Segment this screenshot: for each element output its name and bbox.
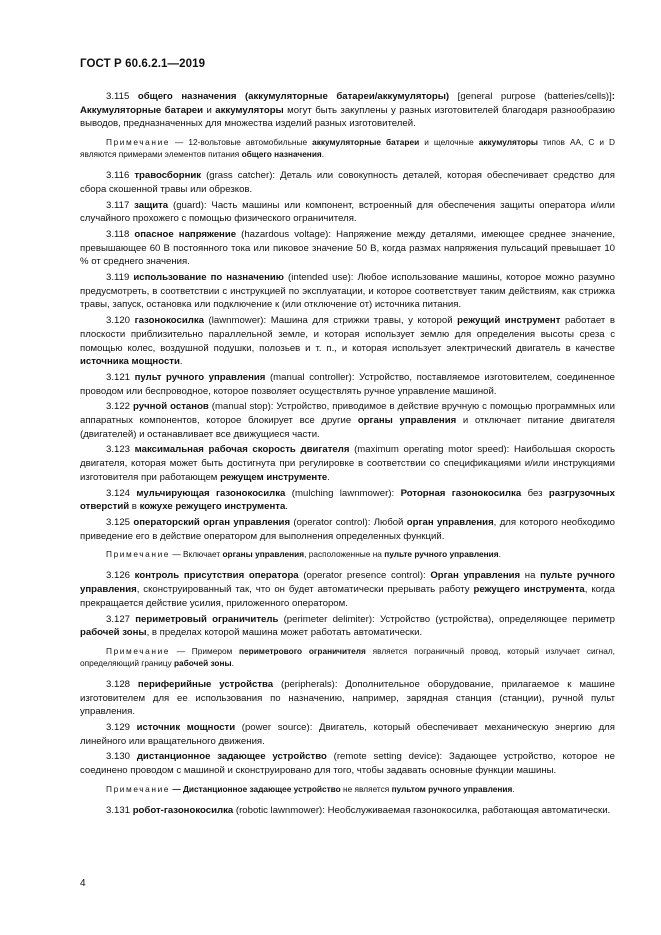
- entry-term-ref: рабочей зоны: [80, 627, 147, 639]
- note-3-125: [80, 548, 615, 560]
- entry-number: 3.121: [106, 371, 135, 383]
- entry-text: :: [391, 487, 401, 499]
- entry-number: 3.116: [106, 170, 135, 182]
- entry-term: травосборник: [134, 170, 202, 182]
- entry-text: на: [520, 570, 541, 582]
- note-label: Примечание: [106, 645, 171, 656]
- entry-term: ручной останов: [133, 401, 209, 413]
- entry-3-122: [80, 400, 615, 441]
- entry-text: , в пределах которой машина может работать автоматически.: [146, 627, 423, 639]
- entry-text: : Двигатель, который обеспечивает механическую энергию для линейного или вращательного движения.: [80, 722, 615, 747]
- entry-3-121: [80, 371, 615, 398]
- entry-number: 3.126: [106, 570, 135, 582]
- entry-english: (remote setting device): [326, 751, 440, 763]
- entry-number: 3.127: [106, 613, 136, 625]
- entry-number: 3.131: [106, 804, 133, 816]
- entry-text: : Необслуживаемая газонокосилка, работающая автоматически.: [322, 804, 611, 816]
- entry-english: (operator control): [290, 516, 368, 528]
- entry-english: (intended use): [284, 272, 351, 284]
- entry-3-119: [80, 271, 615, 312]
- entry-text: : Машина для стрижки травы, у которой: [263, 315, 458, 327]
- entry-term-ref: кожухе режущего инструмента: [139, 501, 286, 513]
- note-term-ref: рабочей зоны: [173, 657, 232, 668]
- note-text: типов АА, С и D являются примерами элементов питания: [80, 137, 615, 160]
- note-3-130: [80, 783, 615, 795]
- entry-english: (hazardous voltage): [236, 228, 329, 240]
- note-text: не является: [340, 783, 392, 794]
- entry-text: без: [521, 487, 549, 499]
- entry-text: : Деталь или совокупность деталей, которая обеспечивает средство для сбора скошенной травы или обрезков.: [80, 170, 615, 195]
- entry-english: (manual controller): [265, 371, 352, 383]
- entry-term: контроль присутствия оператора: [134, 570, 299, 582]
- entry-3-118: [80, 228, 615, 269]
- entry-text: : Задающее устройство, которое не соединено проводом с машиной и сконструировано для того, чтобы задавать основные функции машины.: [80, 751, 615, 777]
- entry-english: (lawnmower): [203, 315, 264, 327]
- note-text: .: [512, 783, 515, 794]
- note-text: .: [231, 657, 234, 668]
- entry-number: 3.119: [106, 272, 134, 284]
- entry-number: 3.125: [106, 516, 134, 528]
- entry-3-126: [80, 569, 615, 610]
- entry-number: 3.128: [106, 678, 138, 690]
- entry-text: :: [423, 570, 431, 582]
- entry-number: 3.122: [106, 401, 133, 413]
- page-number: 4: [80, 878, 86, 889]
- note-text: .: [498, 549, 501, 560]
- entry-term: периферийные устройства: [137, 678, 274, 690]
- entry-text: , сконструированный так, что он будет автоматически прерывать работу: [136, 584, 474, 596]
- note-text: — Примером: [170, 645, 240, 656]
- entry-text: и: [203, 104, 216, 116]
- entry-3-120: [80, 314, 615, 369]
- entry-term-ref: источника мощности: [80, 356, 180, 368]
- entry-text: : Устройство, приводимое в действие вручную с помощью программных или аппаратных компонентов, которое блокирует все другие: [80, 401, 615, 427]
- entry-english: [general purpose (batteries/cells)]: [449, 91, 612, 102]
- note-term-ref: пульте ручного управления: [384, 549, 499, 560]
- entry-3-131: [80, 804, 615, 818]
- entry-term-ref: Роторная газонокосилка: [400, 487, 522, 499]
- entry-term-ref: режущий инструмент: [457, 315, 561, 327]
- entry-text: , когда прекращается действие усилия, приложенного оператором.: [80, 584, 615, 609]
- note-term-ref: общего назначения: [241, 149, 322, 160]
- entry-3-125: [80, 516, 615, 543]
- entry-term-ref: разгрузочных отверстий: [80, 487, 615, 513]
- entry-english: (peripherals): [273, 678, 335, 690]
- entry-text: : Напряжение между деталями, имеющее среднее значение, превышающее 60 В постоянного тока или пиковое значение 50 В, когда размах напряжения пульсаций превышает 10 % от среднего значения.: [80, 228, 616, 268]
- entry-text: в: [129, 501, 140, 513]
- note-text: , расположенные на: [304, 549, 385, 560]
- entry-number: 3.123: [106, 444, 135, 456]
- entry-english: (manual stop): [208, 401, 271, 413]
- entry-text: .: [285, 501, 288, 513]
- entry-text: : Любое использование машины, которое можно разумно предусмотреть, в соответствии с инструкцией по эксплуатации, и которое соответствует таким действиям, как стрижка травы, запуск, остановка или подключение к (или отключение от) источника питания.: [80, 272, 615, 311]
- entry-english: (power source): [235, 722, 310, 734]
- entry-english: (operator presence control): [298, 570, 424, 582]
- entry-text: работает в плоскости приблизительно параллельной земле, и которая использует землю для определения высоты среза с помощью колес, воздушной подушки, полозьев и т. п., и которая использует электрический двигатель в качестве: [80, 315, 615, 354]
- entry-english: (guard): [168, 199, 204, 211]
- definitions-body: [80, 90, 615, 820]
- document-header: ГОСТ Р 60.6.2.1—2019: [80, 58, 206, 70]
- entry-text: : Устройство, поставляемое изготовителем, соединенное проводом или беспроводное, которое позволяет осуществлять ручное управление машиной.: [80, 371, 615, 397]
- note-text: — Включает: [170, 549, 223, 560]
- entry-3-129: [80, 721, 615, 748]
- entry-number: 3.115: [106, 91, 138, 102]
- entry-term-ref: Орган управления: [430, 570, 521, 582]
- entry-english: (perimeter delimiter): [278, 613, 373, 625]
- entry-3-124: [80, 487, 615, 514]
- entry-term-ref: пульте ручного управления: [80, 570, 615, 596]
- entry-text: : Наибольшая скорость двигателя, которая может быть достигнута при регулировке в соответствии со спецификациями и/или инструкциями изготовителя при работающем: [80, 444, 615, 483]
- entry-3-130: [80, 750, 615, 777]
- note-text: .: [321, 149, 325, 160]
- entry-text: и отключает питание двигателя (двигателей) и останавливает все движущиеся части.: [80, 415, 616, 440]
- entry-english: (grass catcher): [201, 170, 273, 182]
- entry-term: периметровый ограничитель: [135, 613, 279, 625]
- entry-term-ref: Аккумуляторные батареи: [80, 104, 204, 116]
- entry-number: 3.118: [106, 228, 135, 240]
- note-term-ref: органы управления: [222, 549, 305, 560]
- entry-3-128: [80, 678, 615, 719]
- entry-text: : Любой: [367, 516, 407, 528]
- note-term-ref: пультом ручного управления: [391, 783, 513, 794]
- note-term-ref: аккумуляторные батареи: [312, 137, 420, 148]
- entry-term-ref: режущем инструменте: [220, 471, 328, 483]
- note-label: Примечание: [106, 549, 171, 560]
- entry-term: операторский орган управления: [133, 516, 291, 528]
- note-text: является пограничный провод, который излучает сигнал, определяющий границу: [80, 645, 615, 668]
- entry-english: (mulching lawnmower): [285, 487, 392, 499]
- entry-term: пульт ручного управления: [134, 371, 266, 383]
- entry-3-123: [80, 443, 615, 484]
- entry-text: : Дополнительное оборудование, прилагаемое к машине изготовителем для ее использования по назначению, например, зарядная станция (станции), ручной пульт управления.: [80, 678, 615, 718]
- entry-number: 3.117: [106, 199, 135, 211]
- entry-term-ref: орган управления: [406, 516, 494, 528]
- entry-term: источник мощности: [136, 722, 236, 734]
- entry-term: использование по назначению: [133, 272, 284, 284]
- entry-number: 3.129: [106, 722, 137, 734]
- entry-text: .: [179, 356, 183, 368]
- entry-number: 3.124: [106, 487, 137, 499]
- note-3-115: [80, 136, 615, 160]
- entry-term: газонокосилка: [134, 315, 204, 327]
- entry-term: опасное напряжение: [134, 228, 237, 240]
- entry-term: максимальная рабочая скорость двигателя: [134, 444, 350, 456]
- note-text: — 12-вольтовые автомобильные: [170, 137, 313, 148]
- entry-term-ref: режущего инструмента: [473, 584, 585, 596]
- note-term-ref: периметрового ограничителя: [239, 645, 366, 656]
- entry-term: робот-газонокосилка: [132, 804, 234, 816]
- note-label: Примечание: [106, 137, 171, 148]
- note-text: и щелочные: [419, 137, 479, 148]
- entry-term: дистанционное задающее устройство: [136, 751, 327, 763]
- entry-text: могут быть закуплены у разных изготовителей благодаря разнообразию выводов, предназначенных для множества изделий разных изготовителей.: [80, 104, 615, 130]
- entry-number: 3.130: [106, 751, 137, 763]
- entry-text: : Устройство (устройства), определяющее периметр: [372, 613, 615, 625]
- entry-number: 3.120: [106, 315, 135, 327]
- entry-term-ref: органы управления: [357, 415, 457, 427]
- entry-text: .: [327, 471, 330, 483]
- entry-3-115: [80, 90, 615, 131]
- entry-term: защита: [134, 199, 169, 211]
- note-term-ref: — Дистанционное задающее устройство: [170, 783, 341, 794]
- entry-text: : Часть машины или компонент, встроенный для обеспечения защиты оператора и/или случайного прохожего с помощью физического ограничителя.: [80, 199, 615, 225]
- entry-text: , для которого необходимо приведение его в действие оператором для выполнения определенных функций.: [80, 516, 616, 542]
- entry-term-ref: аккумуляторы: [215, 104, 284, 116]
- entry-term: общего назначения (аккумуляторные батареи/аккумуляторы): [137, 91, 450, 102]
- entry-3-127: [80, 613, 615, 640]
- entry-3-117: [80, 199, 615, 226]
- note-3-127: [80, 645, 615, 669]
- note-label: Примечание: [106, 783, 171, 794]
- note-term-ref: аккумуляторы: [478, 137, 539, 148]
- entry-english: (robotic lawnmower): [233, 804, 323, 816]
- entry-colon: :: [611, 91, 615, 102]
- entry-english: (maximum operating motor speed): [349, 444, 507, 456]
- entry-3-116: [80, 169, 615, 196]
- entry-term: мульчирующая газонокосилка: [136, 487, 286, 499]
